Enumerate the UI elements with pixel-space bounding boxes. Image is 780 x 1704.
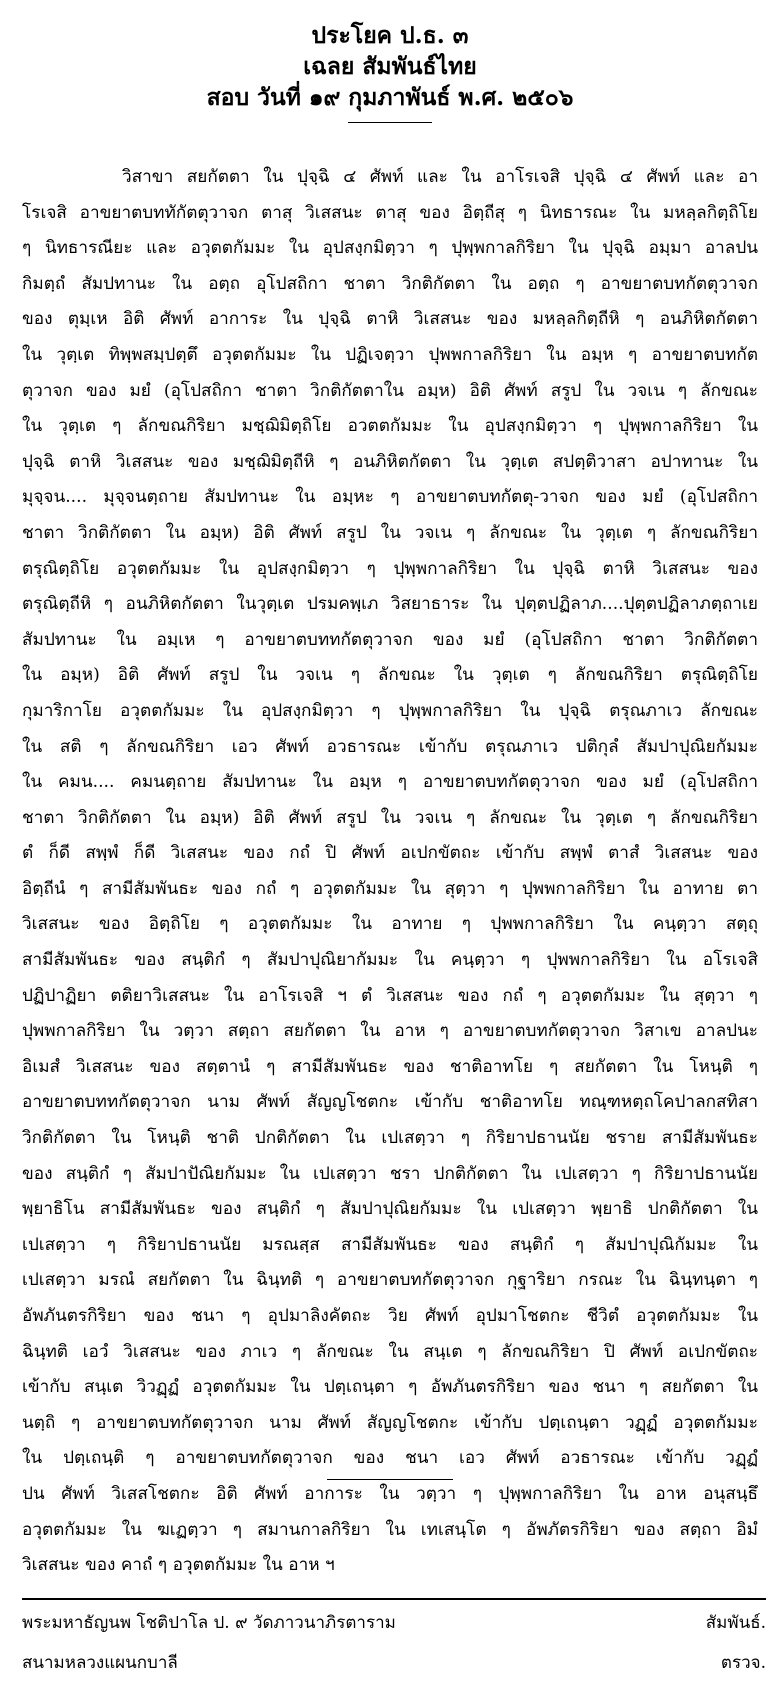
text-line: ตรุณิตฺถีหิ ๆ อนภิหิตกัตตา ในวุตฺเต ปรมคพฺเภ วิสยาธาระ ใน ปุตฺตปฏิลาภ....ปุตฺตปฏิลาภตฺถาเย [22, 594, 758, 615]
document-header [0, 20, 780, 123]
footer-divider [22, 1598, 766, 1600]
text-line: ตํ ก็ดี สพฺพํ ก็ดี วิเสสนะ ของ กถํ ปิ ศัพท์ อเปกขัตถะ เข้ากับ สพฺพํ ตาสํ วิเสสนะ ของ [22, 843, 758, 864]
text-line: กุมาริกาโย อวุตตกัมมะ ใน อุปสงฺกมิตฺวา ๆ ปุพฺพกาลกิริยา ใน ปุจฺฉิ ตรุณภาเว ลักขณะ [22, 700, 758, 721]
text-line: วิเสสนะ ของ คาถํ ๆ อวุตตกัมมะ ใน อาห ฯ [22, 1555, 335, 1576]
text-line: วิเสสนะ ของ อิตฺถิโย ๆ อวุตตกัมมะ ใน อาทาย ๆ ปุพพกาลกิริยา ใน คนฺตฺวา สตฺถุ [22, 914, 758, 935]
text-line: เปเสตฺวา มรณํ สยกัตตา ใน ฉินฺทติ ๆ อาขยาตบทกัตตุวาจก กุฐาริยา กรณะ ใน ฉินฺทนฺตา ๆ [22, 1270, 758, 1291]
text-line: ปฏิปาฏิยา ตติยาวิเสสนะ ใน อาโรเจสิ ฯ ตํ วิเสสนะ ของ กถํ ๆ อวุตตกัมมะ ใน สุตฺวา ๆ [22, 985, 758, 1006]
text-line: ชาตา วิกติกัตตา ใน อมฺห) อิติ ศัพท์ สรูป ใน วจเน ๆ ลักขณะ ใน วุตฺเต ๆ ลักขณกิริยา [22, 522, 758, 543]
text-line: ใน วุตฺเต ทิพฺพสมฺปตฺตึ อวุตตกัมมะ ใน ปฏิเจตฺวา ปุพพกาลกิริยา ใน อมฺห ๆ อาขยาตบทกัต [22, 344, 758, 365]
text-line: โรเจสิ อาขยาตบททักัตตุวาจก ตาสุ วิเสสนะ ตาสุ ของ อิตฺถีสุ ๆ นิทธารณะ ใน มหลฺลกิตฺถิโย [22, 202, 758, 223]
text-line: อัพภันตรกิริยา ของ ชนา ๆ อุปมาลิงคัตถะ วิย ศัพท์ อุปมาโชตกะ ชีวิตํ อวุตตกัมมะ ใน [22, 1306, 758, 1326]
text-line: อิตฺถีนํ ๆ สามีสัมพันธะ ของ กถํ ๆ อวุตตกัมมะ ใน สุตฺวา ๆ ปุพพกาลกิริยา ใน อาทาย ตา [22, 878, 758, 899]
footer-label-relation: สัมพันธ์. [705, 1613, 766, 1633]
text-line: เข้ากับ สนฺเต วิวฏฺฏํ อวุตตกัมมะ ใน ปตฺเถนฺตา ๆ อัพภันตรกิริยา ของ ชนา ๆ สยกัตตา ใน [22, 1377, 758, 1398]
text-line: วิกติกัตตา ใน โหนฺติ ชาติ ปกติกัตตา ใน เปเสตฺวา ๆ กิริยาปธานนัย ชราย สามีสัมพันธะ [22, 1128, 758, 1149]
text-line: อวุตตกัมมะ ใน ฆเฏตฺวา ๆ สมานกาลกิริยา ใน เทเสนฺโต ๆ อัพภัตรกิริยา ของ สตฺถา อิมํ [22, 1519, 758, 1540]
text-line: ใน วุตฺเต ๆ ลักขณกิริยา มชฺฌิมิตฺถิโย อวตตกัมมะ ใน อุปสงฺกมิตฺวา ๆ ปุพฺพกาลกิริยา ใน [22, 416, 758, 437]
exam-subject-title: เฉลย สัมพันธ์ไทย [303, 53, 477, 80]
answer-text [22, 160, 758, 1584]
header-divider [348, 122, 432, 123]
text-line: ใน คมน.... คมนตฺถาย สัมปทานะ ใน อมฺห ๆ อาขยาตบทกัตตุวาจก ของ มยํ (อุโปสถิกา [22, 772, 758, 793]
text-line: ปุจฺฉิ ตาหิ วิเสสนะ ของ มชฺฌิมิตฺถีหิ ๆ อนภิหิตกัตตา ใน วุตฺเต สปตฺติวาสา อปาทานะ ใน [22, 451, 758, 472]
text-line: ๆ นิทธารณียะ และ อวุตตกัมมะ ใน อุปสงฺกมิตฺวา ๆ ปุพฺพกาลกิริยา ใน ปุจฺฉิ อมฺมา อาลปน [22, 238, 758, 259]
text-line: ปน ศัพท์ วิเสสโชตกะ อิติ ศัพท์ อาการะ ใน วตฺวา ๆ ปุพฺพกาลกิริยา ใน อาห อนุสนฺธึ [22, 1483, 758, 1504]
text-line: อิเมสํ วิเสสนะ ของ สตฺตานํ ๆ สามีสัมพันธะ ของ ชาติอาทโย ๆ สยกัตตา ใน โหนฺติ ๆ [22, 1056, 758, 1077]
text-line: พฺยาธิโน สามีสัมพันธะ ของ สนฺติกํ ๆ สัมปาปุณิยกัมมะ ใน เปเสตฺวา พฺยาธิ ปกติกัตตา ใน [22, 1199, 758, 1220]
text-line: ฉินฺทติ เอวํ วิเสสนะ ของ ภาเว ๆ ลักขณะ ใน สนฺเต ๆ ลักขณกิริยา ปิ ศัพท์ อเปกขัตถะ [22, 1341, 758, 1362]
text-line: ของ ตุมฺเห อิติ ศัพท์ อาการะ ใน ปุจฺฉิ ตาหิ วิเสสนะ ของ มหลฺลกิตฺถีหิ ๆ อนภิหิตกัตตา [22, 309, 758, 330]
text-line: กิมตฺถํ สัมปทานะ ใน อตฺถ อุโปสถิกา ชาตา วิกติกัตตา ใน อตฺถ ๆ อาขยาตบทกัตตุวาจก [22, 273, 758, 294]
text-line: สามีสัมพันธะ ของ สนฺติกํ ๆ สัมปาปุณิยากัมมะ ใน คนฺตฺวา ๆ ปุพพกาลกิริยา ใน อโรเจสิ [22, 950, 758, 971]
text-line: สัมปทานะ ใน อมฺเห ๆ อาขยาตบททกัตตุวาจก ของ มยํ (อุโปสถิกา ชาตา วิกติกัตตา [22, 629, 758, 650]
text-line: ใน สติ ๆ ลักขณกิริยา เอว ศัพท์ อวธารณะ เข้ากับ ตรุณภาเว ปติกุลํ สัมปาปุณิยกัมมะ [22, 736, 758, 757]
text-line: ใน ปตฺเถนฺติ ๆ อาขยาตบทกัตตุวาจก ของ ชนา เอว ศัพท์ อวธารณะ เข้ากับ วฏฺฏํ [22, 1448, 758, 1469]
text-line: ปุพพกาลกิริยา ใน วตฺวา สตฺถา สยกัตตา ใน อาห ๆ อาขยาตบทกัตตุวาจก วิสาเข อาลปนะ [22, 1021, 758, 1042]
author-office: สนามหลวงแผนกบาลี [22, 1653, 178, 1673]
text-line: อาขยาตบททกัตตุวาจก นาม ศัพท์ สัญญโชตกะ เข้ากับ ชาติอาทโย ทณฺฑหตฺถโคปาลกสทิสา [22, 1092, 758, 1113]
text-line: เปเสตฺวา ๆ กิริยาปธานนัย มรณสฺส สามีสัมพันธะ ของ สนฺติกํ ๆ สัมปาปุณิกัมมะ ใน [22, 1234, 758, 1255]
exam-level-title: ประโยค ป.ธ. ๓ [311, 22, 469, 49]
text-line: ตุวาจก ของ มยํ (อุโปสถิกา ชาตา วิกติกัตตาใน อมฺห) อิติ ศัพท์ สรูป ใน วจเน ๆ ลักขณะ [22, 380, 758, 401]
text-line: ใน อมฺห) อิติ ศัพท์ สรูป ใน วจเน ๆ ลักขณะ ใน วุตฺเต ๆ ลักขณกิริยา ตรุณิตฺถิโย [22, 665, 758, 686]
text-line: มุจฺจน.... มุจฺจนตฺถาย สัมปทานะ ใน อมฺหะ ๆ อาขยาตบทกัตตุ-วาจก ของ มยํ (อุโปสถิกา [22, 487, 758, 508]
text-line: นตฺถิ ๆ อาขยาตบทกัตตุวาจก นาม ศัพท์ สัญญโชตกะ เข้ากับ ปตฺเถนฺตา วฏฺฏํ อวุตตกัมมะ [22, 1412, 758, 1433]
text-line: วิสาขา สยกัตตา ใน ปุจฺฉิ ๔ ศัพท์ และ ใน อาโรเจสิ ปุจฺฉิ ๔ ศัพท์ และ อา [122, 167, 758, 187]
text-line: ตรุณิตฺถิโย อวุตตกัมมะ ใน อุปสงฺกมิตฺวา ๆ ปุพฺพกาลกิริยา ใน ปุจฺฉิ ตาหิ วิเสสนะ ของ [22, 558, 758, 579]
text-line: ชาตา วิกติกัตตา ใน อมฺห) อิติ ศัพท์ สรูป ใน วจเน ๆ ลักขณะ ใน วุตฺเต ๆ ลักขณกิริยา [22, 807, 758, 828]
exam-date-title: สอบ วันที่ ๑๙ กุมภาพันธ์ พ.ศ. ๒๕๐๖ [206, 84, 574, 111]
author-name: พระมหาธัญนพ โชติปาโล ป. ๙ วัดภาวนาภิรตาราม [22, 1613, 396, 1633]
end-divider [327, 1479, 453, 1480]
text-line: ของ สนฺติกํ ๆ สัมปาปัณิยกัมมะ ใน เปเสตฺวา ชรา ปกติกัตตา ใน เปเสตฺวา ๆ กิริยาปธานนัย [22, 1163, 758, 1184]
footer-label-check: ตรวจ. [720, 1653, 766, 1673]
